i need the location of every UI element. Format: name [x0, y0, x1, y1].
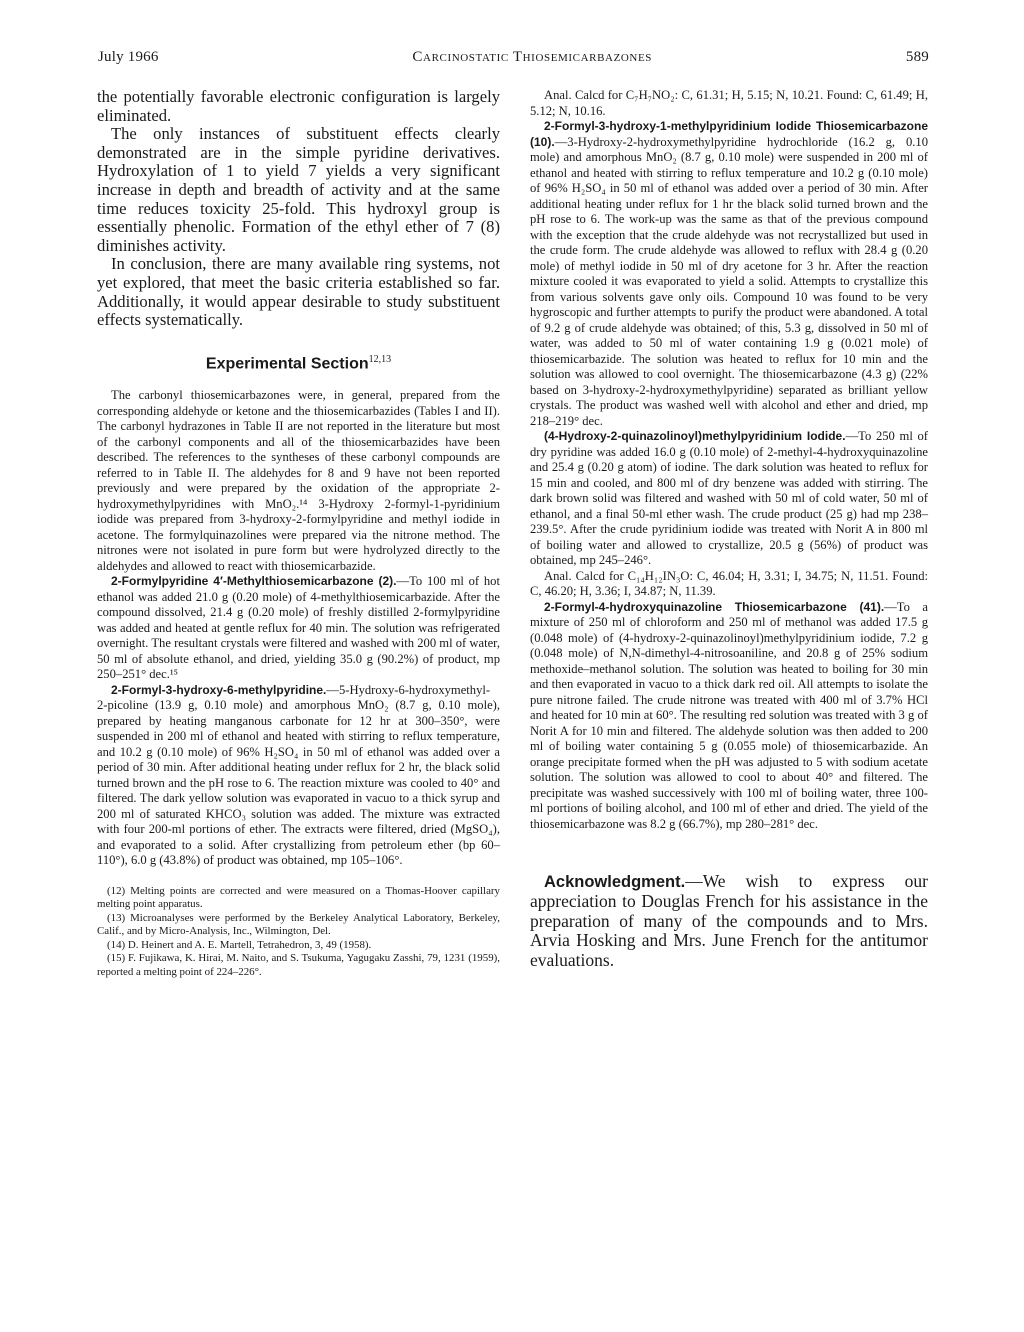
- footnote-15: (15) F. Fujikawa, K. Hirai, M. Naito, and S. Tsukuma, Yagugaku Zasshi, 79, 1231 (1959), reported a melting point of 224–226°.: [97, 952, 500, 978]
- procedure-compound-2: [97, 574, 500, 683]
- procedure-text: —To 100 ml of hot ethanol was added 21.0 g (0.20 mole) of 4-methylthiosemicarbazide. After the compound dissolved, 21.4 g (0.20 mole) of freshly distilled 2-formylpyridine was added and heated at gentle reflux for 40 min. The solution was refrigerated overnight. The resultant crystals were filtered and washed with 200 ml of water, 50 ml of absolute ethanol, and dried, yielding 35.0 g (90.2%) of product, mp 250–251° dec.¹⁵: [97, 574, 500, 682]
- procedure-text: —To 250 ml of dry pyridine was added 16.0 g (0.10 mole) of 2-methyl-4-hydroxyquinazoline and 25.4 g (0.20 g atom) of iodine. The dark solution was heated to reflux for 15 min and cooled, and 800 ml of dry benzene was added with stirring. The dark brown solid was filtered and washed with 50 ml of cold water, 50 ml of ethanol, and a final 50-ml ether wash. The crude product (25 g) had mp 238–239.5°. After the crude pyridinium iodide was treated with Norit A in 800 ml of boiling water and allowed to crystallize, 20.5 g (56%) of product was obtained, mp 245–246°.: [530, 429, 928, 567]
- experimental-intro: The carbonyl thiosemicarbazones were, in general, prepared from the corresponding aldehyde or ketone and the thiosemicarbazides (Tables I and II). The carbonyl hydrazones in Table II are not reported in the literature but most of the carbonyl components and all of the thiosemicarbazides have been described. The references to the syntheses of these carbonyl compounds are referred to in Table II. The aldehydes for 8 and 9 have not been reported previously and were prepared by the oxidation of the appropriate 2-hydroxymethylpyridines with MnO₂.¹⁴ 3-Hydroxy 2-formyl-1-pyridinium iodide was prepared from 3-hydroxy-2-formylpyridine and methyl iodide in acetone. The formylquinazolines were prepared via the nitrone method. The nitrones were not isolated in pure form but were hydrolyzed directly to the aldehydes and allowed to react with thiosemicarbazide.: [97, 388, 500, 573]
- footnote-12: (12) Melting points are corrected and were measured on a Thomas-Hoover capillary melting point apparatus.: [97, 884, 500, 911]
- acknowledgment-text: —We wish to express our appreciation to Douglas French for his assistance in the preparation of many of the compounds and to Mrs. Arvia Hosking and Mrs. June French for the antitumor evaluations.: [530, 871, 928, 970]
- acknowledgment: [530, 872, 928, 970]
- section-heading-footnote-refs: 12,13: [368, 353, 392, 365]
- acknowledgment-title: Acknowledgment.: [544, 873, 686, 891]
- procedure-text: —To a mixture of 250 ml of chloroform and 250 ml of methanol was added 17.5 g (0.048 mole) of (4-hydroxy-2-quinazolinoyl)methylpyridinium iodide, 7.2 g (0.048 mole) of N,N-dimethyl-4-nitrosoaniline, and 20.8 g of 25% sodium methoxide–methanol solution. The solution was heated to boiling for 30 min and then evaporated in vacuo to a thick dark red oil. All attempts to isolate the pure nitrone failed. The crude nitrone was treated with 400 ml of 3.7% HCl and heated for 10 min at 60°. The resulting red solution was treated with 3 g of Norit A for 10 min and filtered. The aldehyde solution was then added to 200 ml of boiling water containing 5 g (0.055 mole) of thiosemicarbazide. An orange precipitate formed when the pH was adjusted to 5 with sodium acetate solution. The solution was allowed to cool to about 40° and filtered. The precipitate was washed successively with 100 ml of boiling water, three 100-ml portions of boiling alcohol, and 100 ml of ether and dried. The yield of the thiosemicarbazone was 8.2 g (66.7%), mp 280–281° dec.: [530, 599, 928, 831]
- analysis-1: Anal. Calcd for C₇H₇NO₂: C, 61.31; H, 5.15; N, 10.21. Found: C, 61.49; H, 5.12; N, 10.16.: [530, 88, 928, 118]
- header-title: Carcinostatic Thiosemicarbazones: [412, 49, 653, 65]
- section-heading-text: Experimental Section: [205, 355, 369, 373]
- paragraph-continued: the potentially favorable electronic configuration is largely eliminated.: [97, 87, 500, 125]
- footnote-14: (14) D. Heinert and A. E. Martell, Tetrahedron, 3, 49 (1958).: [107, 938, 372, 951]
- header-date: July 1966: [98, 49, 159, 65]
- procedure-pyridinium-iodide: [530, 429, 928, 569]
- procedure-title: 2-Formyl-3-hydroxy-6-methylpyridine.: [111, 682, 327, 697]
- running-head: [98, 49, 929, 66]
- procedure-compound-10: [530, 119, 928, 429]
- procedure-title: (4-Hydroxy-2-quinazolinoyl)methylpyridinium Iodide.: [544, 429, 846, 443]
- experimental-section-heading: [97, 354, 500, 373]
- page-number: 589: [905, 49, 929, 65]
- analysis-2: Anal. Calcd for C₁₄H₁₂IN₃O: C, 46.04; H, 3.31; I, 34.75; N, 11.51. Found: C, 46.20; H, 3.36; I, 34.87; N, 11.39.: [530, 568, 928, 598]
- procedure-text: —5-Hydroxy-6-hydroxymethyl-2-picoline (13.9 g, 0.10 mole) and amorphous MnO₂ (8.7 g, 0.10 mole), prepared by heating manganous carbonate for 12 hr at 300–350°, were suspended in 200 ml of ethanol and heated with stirring to reflux temperature, and 10.2 g (0.10 mole) of 96% H₂SO₄ in 50 ml of ethanol was added over a period of 30 min. After additional heating under reflux for 2 hr, the black solid turned brown and the pH rose to 6. The reaction mixture was cooled to 40° and filtered. The dark yellow solution was evaporated in vacuo to a thick syrup and 200 ml of saturated KHCO₃ solution was added. The mixture was extracted with four 200-ml portions of ether. The extracts were filtered, dried (MgSO₄), and evaporated to a solid. After crystallizing from petroleum ether (bp 60–110°), 6.0 g (43.8%) of product was obtained, mp 105–106°.: [97, 682, 500, 868]
- paragraph-conclusion: In conclusion, there are many available ring systems, not yet explored, that meet the basic criteria established so far. Additionally, it would appear desirable to study substituent effects systematically.: [97, 254, 500, 330]
- procedure-title: 2-Formyl-4-hydroxyquinazoline Thiosemicarbazone (41).: [544, 599, 885, 614]
- procedure-formyl-hydroxy-methylpyridine: [97, 683, 500, 869]
- procedure-text: —3-Hydroxy-2-hydroxymethylpyridine hydrochloride (16.2 g, 0.10 mole) and amorphous MnO₂ (8.7 g, 0.10 mole) were suspended in 200 ml of ethanol and heated with stirring to reflux temperature and 10.2 g (0.10 mole) of 96% H₂SO₄ in 50 ml of ethanol was added over a period of 30 min. After additional heating under reflux for 1 hr the black solid turned brown and the pH rose to 6. The work-up was the same as that of the previous compound with the exception that the crude aldehyde was not recrystallized but used in the crude form. The crude aldehyde was allowed to reflux with 28.4 g (0.20 mole) of methyl iodide in 50 ml of dry acetone for 3 hr. After the reaction mixture cooled it was evaporated to yield a solid. Attempts to crystallize this from various solvents gave only oils. Compound 10 was found to be very hygroscopic and further attempts to purify the product were abandoned. A total of 9.2 g of crude aldehyde was obtained; of this, 5.3 g, dissolved in 50 ml of water, was added to 50 ml of water containing 1.9 g (0.021 mole) of thiosemicarbazide. The solution was heated to reflux for 10 min and the solution was allowed to cool overnight. The thiosemicarbazone (4.3 g) (22% based on 3-hydroxy-2-hydroxymethylpyridine) separated as brilliant yellow crystals. The product was washed well with alcohol and ether and dried, mp 218–219° dec.: [530, 134, 928, 428]
- footnotes: [97, 885, 500, 980]
- left-column: [97, 88, 500, 979]
- paragraph-substituent-effects: The only instances of substituent effects clearly demonstrated are in the simple pyridine derivatives. Hydroxylation of 1 to yield 7 yields a very significant increase in depth and breadth of activity and at the same time reduces toxicity 25-fold. This hydroxyl group is essentially phenolic. Formation of the ethyl ether of 7 (8) diminishes activity.: [97, 124, 500, 255]
- footnote-13: (13) Microanalyses were performed by the Berkeley Analytical Laboratory, Berkeley, Calif., and by Micro-Analysis, Inc., Wilmington, Del.: [97, 911, 500, 938]
- procedure-title: 2-Formyl-3-hydroxy-1-methylpyridinium Iodide Thiosemicarbazone (10).: [530, 119, 928, 149]
- procedure-compound-41: [530, 600, 928, 833]
- right-column: [530, 88, 928, 970]
- procedure-title: 2-Formylpyridine 4′-Methylthiosemicarbazone (2).: [111, 574, 397, 589]
